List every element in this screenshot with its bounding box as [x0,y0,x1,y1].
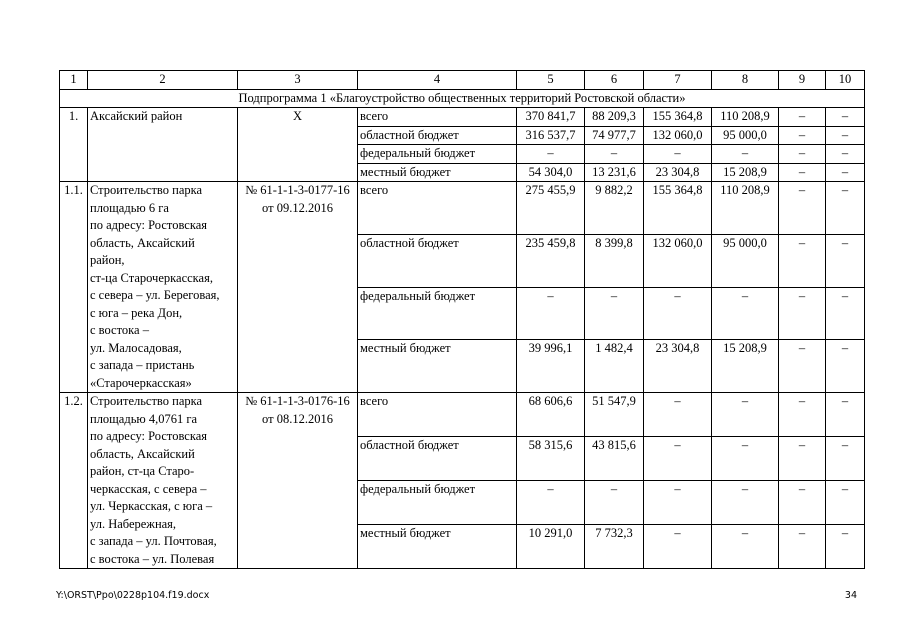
row-number: 1. [60,108,88,182]
table-row [60,393,865,437]
amount-cell: – [779,437,826,481]
object-name-line: по адресу: Ростовская [90,218,208,232]
amount-cell: 95 000,0 [712,126,779,145]
amount-cell: 8 399,8 [585,234,644,287]
amount-cell: – [826,525,865,569]
funding-source: областной бюджет [358,437,517,481]
footer-page-number: 34 [844,590,857,601]
amount-cell: – [826,145,865,164]
subprogram-title: Подпрограмма 1 «Благоустройство общественных территорий Ростовской области» [60,89,865,108]
object-name-line: с юга – река Дон, [90,305,183,320]
col-header: 4 [358,71,517,90]
amount-cell: 132 060,0 [644,234,712,287]
header-row [60,71,865,90]
amount-cell: – [644,145,712,164]
amount-cell: – [644,525,712,569]
amount-cell: – [826,163,865,182]
object-name-line: Аксайский район [90,109,183,123]
amount-cell: – [644,287,712,340]
object-name-line: район, [90,253,125,267]
amount-cell: – [826,182,865,235]
amount-cell: 15 208,9 [712,340,779,393]
expertise-code-line: № 61-1-1-3-0176-16 [245,394,350,408]
amount-cell: 58 315,6 [517,437,585,481]
funding-source: местный бюджет [358,163,517,182]
table-row [60,108,865,127]
col-header: 7 [644,71,712,90]
expertise-code-line: от 08.12.2016 [262,411,333,426]
col-header: 5 [517,71,585,90]
amount-cell: – [517,481,585,525]
amount-cell: – [826,234,865,287]
amount-cell: 39 996,1 [517,340,585,393]
amount-cell: 155 364,8 [644,182,712,235]
amount-cell: – [779,393,826,437]
expertise-code [238,182,358,393]
funding-source: местный бюджет [358,525,517,569]
funding-source: всего [358,182,517,235]
amount-cell: 23 304,8 [644,163,712,182]
object-name-line: ул. Малосадовая, [90,340,182,355]
amount-cell: 9 882,2 [585,182,644,235]
amount-cell: – [712,525,779,569]
amount-cell: 15 208,9 [712,163,779,182]
object-name-line: область, Аксайский [90,446,195,461]
col-header: 1 [60,71,88,90]
amount-cell: – [826,481,865,525]
object-name [88,108,238,182]
funding-source: всего [358,108,517,127]
funding-source: всего [358,393,517,437]
object-name-line: с запада – пристань [90,358,195,372]
amount-cell: 316 537,7 [517,126,585,145]
expertise-code-line: № 61-1-1-3-0177-16 [245,183,350,197]
blocks-body [60,108,865,569]
object-name-line: площадью 4,0761 га [90,411,198,426]
amount-cell: – [644,437,712,481]
amount-cell: 43 815,6 [585,437,644,481]
amount-cell: 10 291,0 [517,525,585,569]
amount-cell: – [644,393,712,437]
amount-cell: – [779,126,826,145]
object-name-line: область, Аксайский [90,235,195,250]
col-header: 2 [88,71,238,90]
amount-cell: – [826,437,865,481]
expertise-code-line: от 09.12.2016 [262,200,333,215]
funding-source: областной бюджет [358,234,517,287]
col-header: 6 [585,71,644,90]
object-name-line: Строительство парка [90,394,203,408]
object-name-line: «Старочеркасская» [90,375,192,390]
row-number: 1.2. [60,393,88,569]
object-name-line: ст-ца Старочеркасская, [90,270,213,285]
amount-cell: – [826,126,865,145]
funding-source: областной бюджет [358,126,517,145]
amount-cell: 132 060,0 [644,126,712,145]
amount-cell: 23 304,8 [644,340,712,393]
amount-cell: 74 977,7 [585,126,644,145]
object-name-line: ул. Черкасская, с юга – [90,499,213,513]
funding-source: федеральный бюджет [358,481,517,525]
amount-cell: 110 208,9 [712,182,779,235]
amount-cell: 235 459,8 [517,234,585,287]
amount-cell: – [779,182,826,235]
amount-cell: – [826,340,865,393]
amount-cell: 95 000,0 [712,234,779,287]
footer-file-path: Y:\ORST\Ppo\0228p104.f19.docx [56,590,210,601]
object-name [88,393,238,569]
expertise-code [238,108,358,182]
table-row [60,182,865,235]
budget-table [59,70,865,569]
funding-source: местный бюджет [358,340,517,393]
object-name-line: по адресу: Ростовская [90,429,208,443]
object-name-line: Строительство парка [90,183,203,197]
object-name-line: с запада – ул. Почтовая, [90,534,217,548]
object-name-line: ул. Набережная, [90,516,177,531]
amount-cell: 1 482,4 [585,340,644,393]
amount-cell: – [517,145,585,164]
amount-cell: 13 231,6 [585,163,644,182]
amount-cell: 68 606,6 [517,393,585,437]
amount-cell: – [826,393,865,437]
object-name-line: район, ст-ца Старо- [90,464,195,478]
object-name [88,182,238,393]
amount-cell: – [517,287,585,340]
amount-cell: 275 455,9 [517,182,585,235]
funding-source: федеральный бюджет [358,145,517,164]
amount-cell: 7 732,3 [585,525,644,569]
expertise-code [238,393,358,569]
amount-cell: – [779,481,826,525]
amount-cell: 110 208,9 [712,108,779,127]
amount-cell: 88 209,3 [585,108,644,127]
amount-cell: – [712,437,779,481]
object-name-line: с севера – ул. Береговая, [90,288,220,302]
amount-cell: – [712,145,779,164]
amount-cell: – [585,287,644,340]
col-header: 3 [238,71,358,90]
expertise-code-line: Х [292,109,303,123]
amount-cell: – [585,481,644,525]
col-header: 10 [826,71,865,90]
amount-cell: – [712,393,779,437]
amount-cell: 54 304,0 [517,163,585,182]
amount-cell: – [779,287,826,340]
amount-cell: – [712,287,779,340]
amount-cell: – [712,481,779,525]
object-name-line: площадью 6 га [90,200,169,215]
amount-cell: – [779,234,826,287]
amount-cell: 155 364,8 [644,108,712,127]
amount-cell: – [826,287,865,340]
amount-cell: 51 547,9 [585,393,644,437]
funding-source: федеральный бюджет [358,287,517,340]
object-name-line: с востока – [90,323,149,337]
object-name-line: с востока – ул. Полевая [90,551,215,566]
row-number: 1.1. [60,182,88,393]
amount-cell: – [779,340,826,393]
object-name-line: черкасская, с севера – [90,481,207,496]
col-header: 8 [712,71,779,90]
amount-cell: – [644,481,712,525]
amount-cell: – [585,145,644,164]
amount-cell: – [779,145,826,164]
amount-cell: – [826,108,865,127]
amount-cell: 370 841,7 [517,108,585,127]
subprogram-row [60,89,865,108]
col-header: 9 [779,71,826,90]
amount-cell: – [779,163,826,182]
amount-cell: – [779,525,826,569]
amount-cell: – [779,108,826,127]
